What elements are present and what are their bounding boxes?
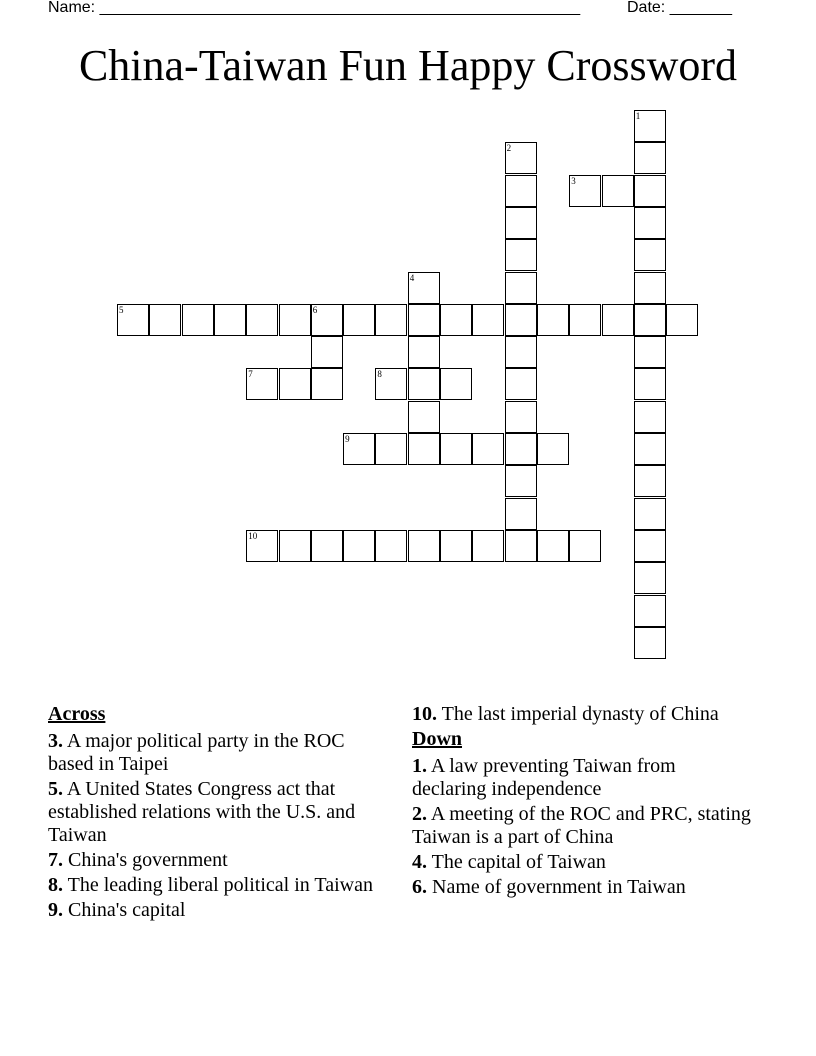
clue-number: 1. bbox=[412, 755, 427, 777]
crossword-cell[interactable] bbox=[634, 207, 666, 239]
crossword-cell[interactable] bbox=[634, 530, 666, 562]
crossword-cell[interactable] bbox=[602, 304, 634, 336]
crossword-cell[interactable] bbox=[279, 368, 311, 400]
clue-number: 3. bbox=[48, 730, 63, 752]
crossword-cell[interactable] bbox=[279, 304, 311, 336]
crossword-cell[interactable] bbox=[408, 368, 440, 400]
crossword-cell[interactable] bbox=[246, 368, 278, 400]
crossword-cell[interactable] bbox=[408, 401, 440, 433]
clue-text: The last imperial dynasty of China bbox=[441, 703, 719, 725]
crossword-cell[interactable] bbox=[472, 433, 504, 465]
down-clue bbox=[412, 876, 752, 899]
crossword-cell[interactable] bbox=[505, 433, 537, 465]
crossword-cell[interactable] bbox=[634, 272, 666, 304]
crossword-cell[interactable] bbox=[472, 530, 504, 562]
crossword-cell[interactable] bbox=[634, 433, 666, 465]
crossword-cell[interactable] bbox=[634, 368, 666, 400]
crossword-cell[interactable] bbox=[375, 433, 407, 465]
across-clue bbox=[412, 703, 752, 726]
clue-number: 5. bbox=[48, 778, 63, 800]
crossword-cell[interactable] bbox=[602, 175, 634, 207]
crossword-cell[interactable] bbox=[634, 465, 666, 497]
crossword-cell[interactable] bbox=[440, 433, 472, 465]
clues-column-right bbox=[412, 703, 752, 901]
crossword-cell[interactable] bbox=[505, 272, 537, 304]
across-clue bbox=[48, 874, 378, 897]
clue-number-label: 5 bbox=[119, 304, 124, 315]
clue-number: 4. bbox=[412, 851, 427, 873]
crossword-cell[interactable] bbox=[311, 530, 343, 562]
crossword-cell[interactable] bbox=[666, 304, 698, 336]
crossword-cell[interactable] bbox=[343, 433, 375, 465]
clue-text: China's government bbox=[68, 849, 228, 871]
clue-number: 9. bbox=[48, 899, 63, 921]
crossword-cell[interactable] bbox=[634, 562, 666, 594]
crossword-cell[interactable] bbox=[311, 368, 343, 400]
crossword-cell[interactable] bbox=[246, 304, 278, 336]
crossword-cell[interactable] bbox=[375, 304, 407, 336]
crossword-cell[interactable] bbox=[505, 304, 537, 336]
crossword-cell[interactable] bbox=[569, 530, 601, 562]
crossword-cell[interactable] bbox=[634, 304, 666, 336]
crossword-cell[interactable] bbox=[634, 336, 666, 368]
clue-number-label: 10 bbox=[248, 530, 258, 541]
across-heading: Across bbox=[48, 703, 106, 725]
crossword-cell[interactable] bbox=[472, 304, 504, 336]
crossword-cell[interactable] bbox=[505, 498, 537, 530]
clue-text: A law preventing Taiwan from declaring independence bbox=[412, 755, 676, 800]
crossword-cell[interactable] bbox=[505, 239, 537, 271]
page-title: China-Taiwan Fun Happy Crossword bbox=[78, 41, 738, 90]
crossword-cell[interactable] bbox=[343, 530, 375, 562]
across-clue bbox=[48, 730, 378, 776]
clue-number: 6. bbox=[412, 876, 427, 898]
clue-number-label: 8 bbox=[377, 369, 382, 380]
clue-text: A United States Congress act that established relations with the U.S. and Taiwan bbox=[48, 778, 356, 846]
down-heading: Down bbox=[412, 728, 463, 750]
crossword-cell[interactable] bbox=[408, 272, 440, 304]
crossword-cell[interactable] bbox=[343, 304, 375, 336]
clue-number-label: 4 bbox=[409, 272, 415, 283]
crossword-cell[interactable] bbox=[569, 304, 601, 336]
crossword-cell[interactable] bbox=[634, 595, 666, 627]
crossword-cell[interactable] bbox=[537, 304, 569, 336]
crossword-cell[interactable] bbox=[279, 530, 311, 562]
clue-number-label: 9 bbox=[345, 434, 350, 444]
crossword-cell[interactable] bbox=[440, 304, 472, 336]
crossword-cell[interactable] bbox=[408, 433, 440, 465]
crossword-cell[interactable] bbox=[149, 304, 181, 336]
crossword-cell[interactable] bbox=[634, 401, 666, 433]
crossword-cell[interactable] bbox=[634, 110, 666, 142]
clue-text: China's capital bbox=[68, 899, 186, 921]
crossword-cell[interactable] bbox=[537, 530, 569, 562]
across-clue bbox=[48, 849, 378, 872]
clue-number-label: 7 bbox=[248, 369, 253, 380]
crossword-cell[interactable] bbox=[505, 401, 537, 433]
clue-text: A major political party in the ROC based in Taipei bbox=[48, 730, 345, 775]
crossword-cell[interactable] bbox=[375, 368, 407, 400]
crossword-cell[interactable] bbox=[505, 142, 537, 174]
crossword-cell[interactable] bbox=[408, 304, 440, 336]
clue-number: 2. bbox=[412, 803, 427, 825]
clue-number: 10. bbox=[412, 703, 437, 725]
clue-number-label: 3 bbox=[571, 175, 576, 186]
name-field-label: Name: ______________________________________________________ bbox=[48, 0, 581, 16]
clue-text: A meeting of the ROC and PRC, stating Taiwan is a part of China bbox=[412, 803, 751, 848]
crossword-cell[interactable] bbox=[408, 530, 440, 562]
crossword-cell[interactable] bbox=[246, 530, 278, 562]
clue-text: The leading liberal political in Taiwan bbox=[67, 874, 373, 896]
clues-column-left bbox=[48, 703, 378, 924]
crossword-cell[interactable] bbox=[634, 142, 666, 174]
clue-number-label: 6 bbox=[312, 304, 318, 315]
crossword-cell[interactable] bbox=[440, 368, 472, 400]
crossword-cell[interactable] bbox=[311, 336, 343, 368]
crossword-cell[interactable] bbox=[537, 433, 569, 465]
crossword-cell[interactable] bbox=[375, 530, 407, 562]
crossword-cell[interactable] bbox=[505, 465, 537, 497]
crossword-cell[interactable] bbox=[505, 175, 537, 207]
clue-number: 8. bbox=[48, 874, 63, 896]
crossword-cell[interactable] bbox=[311, 304, 343, 336]
clue-number: 7. bbox=[48, 849, 63, 871]
crossword-cell[interactable] bbox=[634, 239, 666, 271]
clue-number-label: 2 bbox=[506, 143, 512, 154]
crossword-cell[interactable] bbox=[505, 530, 537, 562]
crossword-cell[interactable] bbox=[634, 498, 666, 530]
crossword-cell[interactable] bbox=[408, 336, 440, 368]
crossword-cell[interactable] bbox=[569, 175, 601, 207]
crossword-cell[interactable] bbox=[214, 304, 246, 336]
crossword-cell[interactable] bbox=[505, 336, 537, 368]
crossword-cell[interactable] bbox=[440, 530, 472, 562]
down-clue bbox=[412, 851, 752, 874]
crossword-cell[interactable] bbox=[182, 304, 214, 336]
crossword-cell[interactable] bbox=[505, 368, 537, 400]
down-clue bbox=[412, 803, 752, 849]
clue-number-label: 1 bbox=[635, 111, 641, 121]
down-clue bbox=[412, 755, 752, 801]
across-clue bbox=[48, 778, 378, 847]
date-field-label: Date: _______ bbox=[627, 0, 732, 16]
crossword-cell[interactable] bbox=[505, 207, 537, 239]
crossword-cell[interactable] bbox=[634, 627, 666, 659]
crossword-cell[interactable] bbox=[117, 304, 149, 336]
across-clue bbox=[48, 899, 378, 922]
crossword-cell[interactable] bbox=[634, 175, 666, 207]
clue-text: Name of government in Taiwan bbox=[432, 876, 686, 898]
clue-text: The capital of Taiwan bbox=[431, 851, 606, 873]
